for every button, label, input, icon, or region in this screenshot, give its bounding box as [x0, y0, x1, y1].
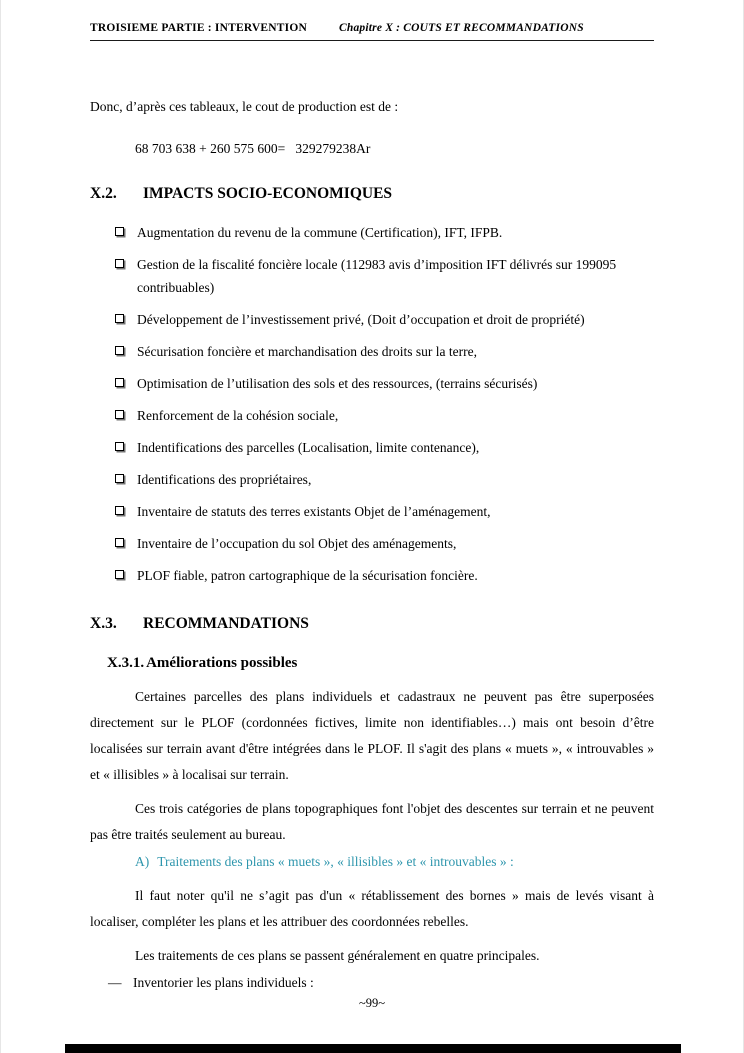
- list-item: [90, 372, 654, 395]
- list-item-text: Inventaire de statuts des terres existants Objet de l’aménagement,: [137, 504, 491, 519]
- list-item-text: Renforcement de la cohésion sociale,: [137, 408, 339, 423]
- intro-paragraph: Donc, d’après ces tableaux, le cout de production est de :: [90, 99, 399, 114]
- section-x2-number: X.2.: [90, 185, 117, 202]
- list-item: [90, 404, 654, 427]
- section-x3-title: RECOMMANDATIONS: [143, 615, 309, 632]
- list-item: [90, 340, 654, 363]
- section-x3-heading: [90, 615, 654, 633]
- list-item-text: PLOF fiable, patron cartographique de la sécurisation foncière.: [137, 568, 478, 583]
- checkbox-bullet-icon: [115, 259, 124, 268]
- checkbox-bullet-icon: [115, 538, 124, 547]
- section-x2-heading: [90, 185, 654, 203]
- dash-item-text: Inventorier les plans individuels :: [133, 975, 314, 990]
- calculation-line: 68 703 638 + 260 575 600= 329279238Ar: [135, 141, 371, 156]
- subsection-x31-number: X.3.1.: [107, 655, 145, 671]
- list-item: [90, 500, 654, 523]
- checkbox-bullet-icon: [115, 506, 124, 515]
- paragraph: Certaines parcelles des plans individuels et cadastraux ne peuvent pas être superposées directement sur le PLOF (cordonnées fictives, limite non identifiables…) mais ont besoin d’être localisées sur terrain avant d'être intégrées dans le PLOF. Il s'agit des plans « muets », « introuvables » et « illisibles » à localisai sur terrain.: [90, 689, 654, 782]
- list-item-text: Inventaire de l’occupation du sol Objet des aménagements,: [137, 536, 457, 551]
- header-part-title: TROISIEME PARTIE : INTERVENTION: [90, 22, 308, 34]
- page-bottom-edge: [65, 1044, 681, 1053]
- checkbox-bullet-icon: [115, 378, 124, 387]
- list-item: [90, 564, 654, 587]
- checkbox-bullet-icon: [115, 474, 124, 483]
- list-item-text: Gestion de la fiscalité foncière locale (112983 avis d’imposition IFT délivrés sur 199095 contribuables): [137, 257, 617, 295]
- dash-list-item: [90, 970, 654, 996]
- list-item: [90, 468, 654, 491]
- dash-marker: —: [108, 975, 122, 990]
- list-item: [90, 221, 654, 244]
- impacts-bullet-list: [90, 221, 654, 587]
- page-header: [90, 0, 654, 41]
- list-item-text: Sécurisation foncière et marchandisation des droits sur la terre,: [137, 344, 478, 359]
- list-item-text: Identifications des propriétaires,: [137, 472, 312, 487]
- item-a-heading: [135, 849, 654, 875]
- list-item: [90, 436, 654, 459]
- header-chapter-title: Chapitre X : COUTS ET RECOMMANDATIONS: [339, 22, 584, 34]
- list-item-text: Optimisation de l’utilisation des sols et des ressources, (terrains sécurisés): [137, 376, 538, 391]
- list-item-text: Augmentation du revenu de la commune (Certification), IFT, IFPB.: [137, 225, 503, 240]
- list-item: [90, 308, 654, 331]
- section-x3-number: X.3.: [90, 615, 117, 632]
- list-item: [90, 253, 654, 299]
- item-a-label: A): [135, 854, 150, 869]
- list-item-text: Indentifications des parcelles (Localisation, limite contenance),: [137, 440, 480, 455]
- checkbox-bullet-icon: [115, 410, 124, 419]
- list-item: [90, 532, 654, 555]
- item-a-text: Traitements des plans « muets », « illisibles » et « introuvables » :: [157, 854, 514, 869]
- section-x2-title: IMPACTS SOCIO-ECONOMIQUES: [143, 185, 393, 202]
- paragraph: Les traitements de ces plans se passent généralement en quatre principales.: [135, 948, 540, 963]
- list-item-text: Développement de l’investissement privé, (Doit d’occupation et droit de propriété): [137, 312, 585, 327]
- checkbox-bullet-icon: [115, 442, 124, 451]
- checkbox-bullet-icon: [115, 570, 124, 579]
- checkbox-bullet-icon: [115, 314, 124, 323]
- subsection-x31-heading: [107, 655, 654, 672]
- paragraph: Ces trois catégories de plans topographiques font l'objet des descentes sur terrain et ne peuvent pas être traités seulement au bureau.: [90, 801, 654, 842]
- paragraph: Il faut noter qu'il ne s’agit pas d'un « rétablissement des bornes » mais de levés visant à localiser, compléter les plans et les attribuer des coordonnées rebelles.: [90, 888, 654, 929]
- subsection-x31-title: Améliorations possibles: [146, 655, 298, 671]
- checkbox-bullet-icon: [115, 346, 124, 355]
- checkbox-bullet-icon: [115, 227, 124, 236]
- page-number: ~99~: [358, 996, 386, 1010]
